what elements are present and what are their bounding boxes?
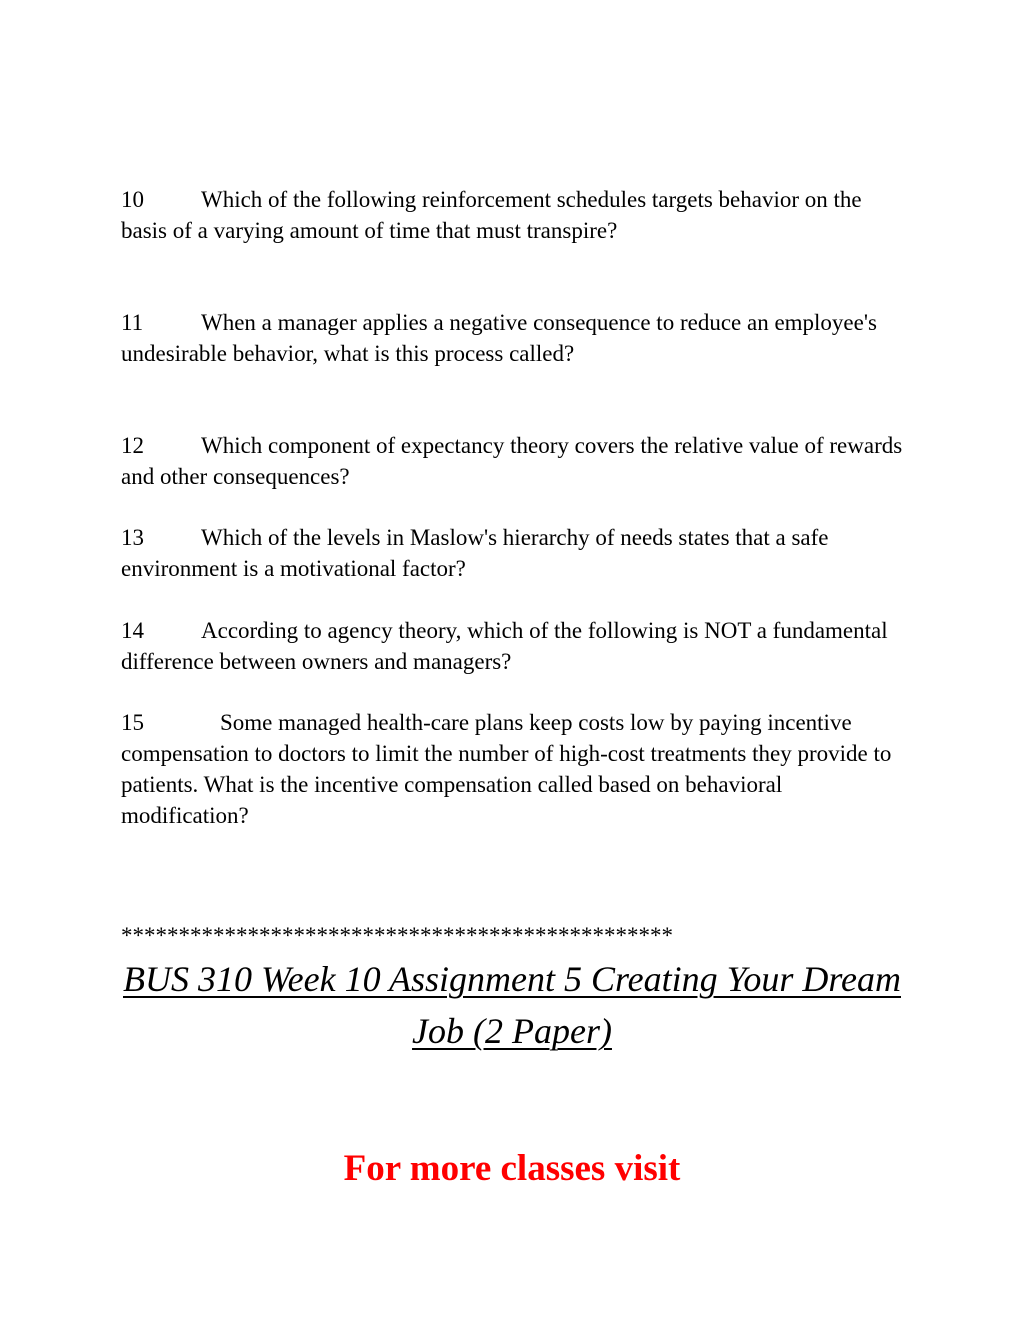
question-text: When a manager applies a negative consequence to reduce an employee's undesirable behavior, what is this process called? [121,310,877,366]
question-number: 13 [121,525,144,550]
question-14 [121,615,911,677]
question-number: 12 [121,433,144,458]
question-text: Which component of expectancy theory covers the relative value of rewards and other consequences? [121,433,903,489]
question-15 [121,707,911,831]
question-text: Which of the levels in Maslow's hierarchy of needs states that a safe environment is a motivational factor? [121,525,829,581]
question-text: According to agency theory, which of the following is NOT a fundamental difference between owners and managers? [121,618,888,674]
visit-text: For more classes visit [343,1148,681,1189]
asterisk-separator: ************************************************ [121,923,673,948]
question-10 [121,184,911,246]
question-number: 15 [121,710,144,735]
question-text: Some managed health-care plans keep costs low by paying incentive compensation to doctors to limit the number of high-cost treatments they provide to patients. What is the incentive compensation called based on behavioral modification? [121,710,892,828]
question-11 [121,307,911,369]
question-13 [121,522,911,584]
course-heading: BUS 310 Week 10 Assignment 5 Creating Your Dream Job (2 Paper) [123,959,901,1051]
question-12 [121,430,911,492]
question-text: Which of the following reinforcement schedules targets behavior on the basis of a varying amount of time that must transpire? [121,187,862,243]
question-number: 11 [121,310,144,335]
question-number: 10 [121,187,144,212]
question-number: 14 [121,618,144,643]
